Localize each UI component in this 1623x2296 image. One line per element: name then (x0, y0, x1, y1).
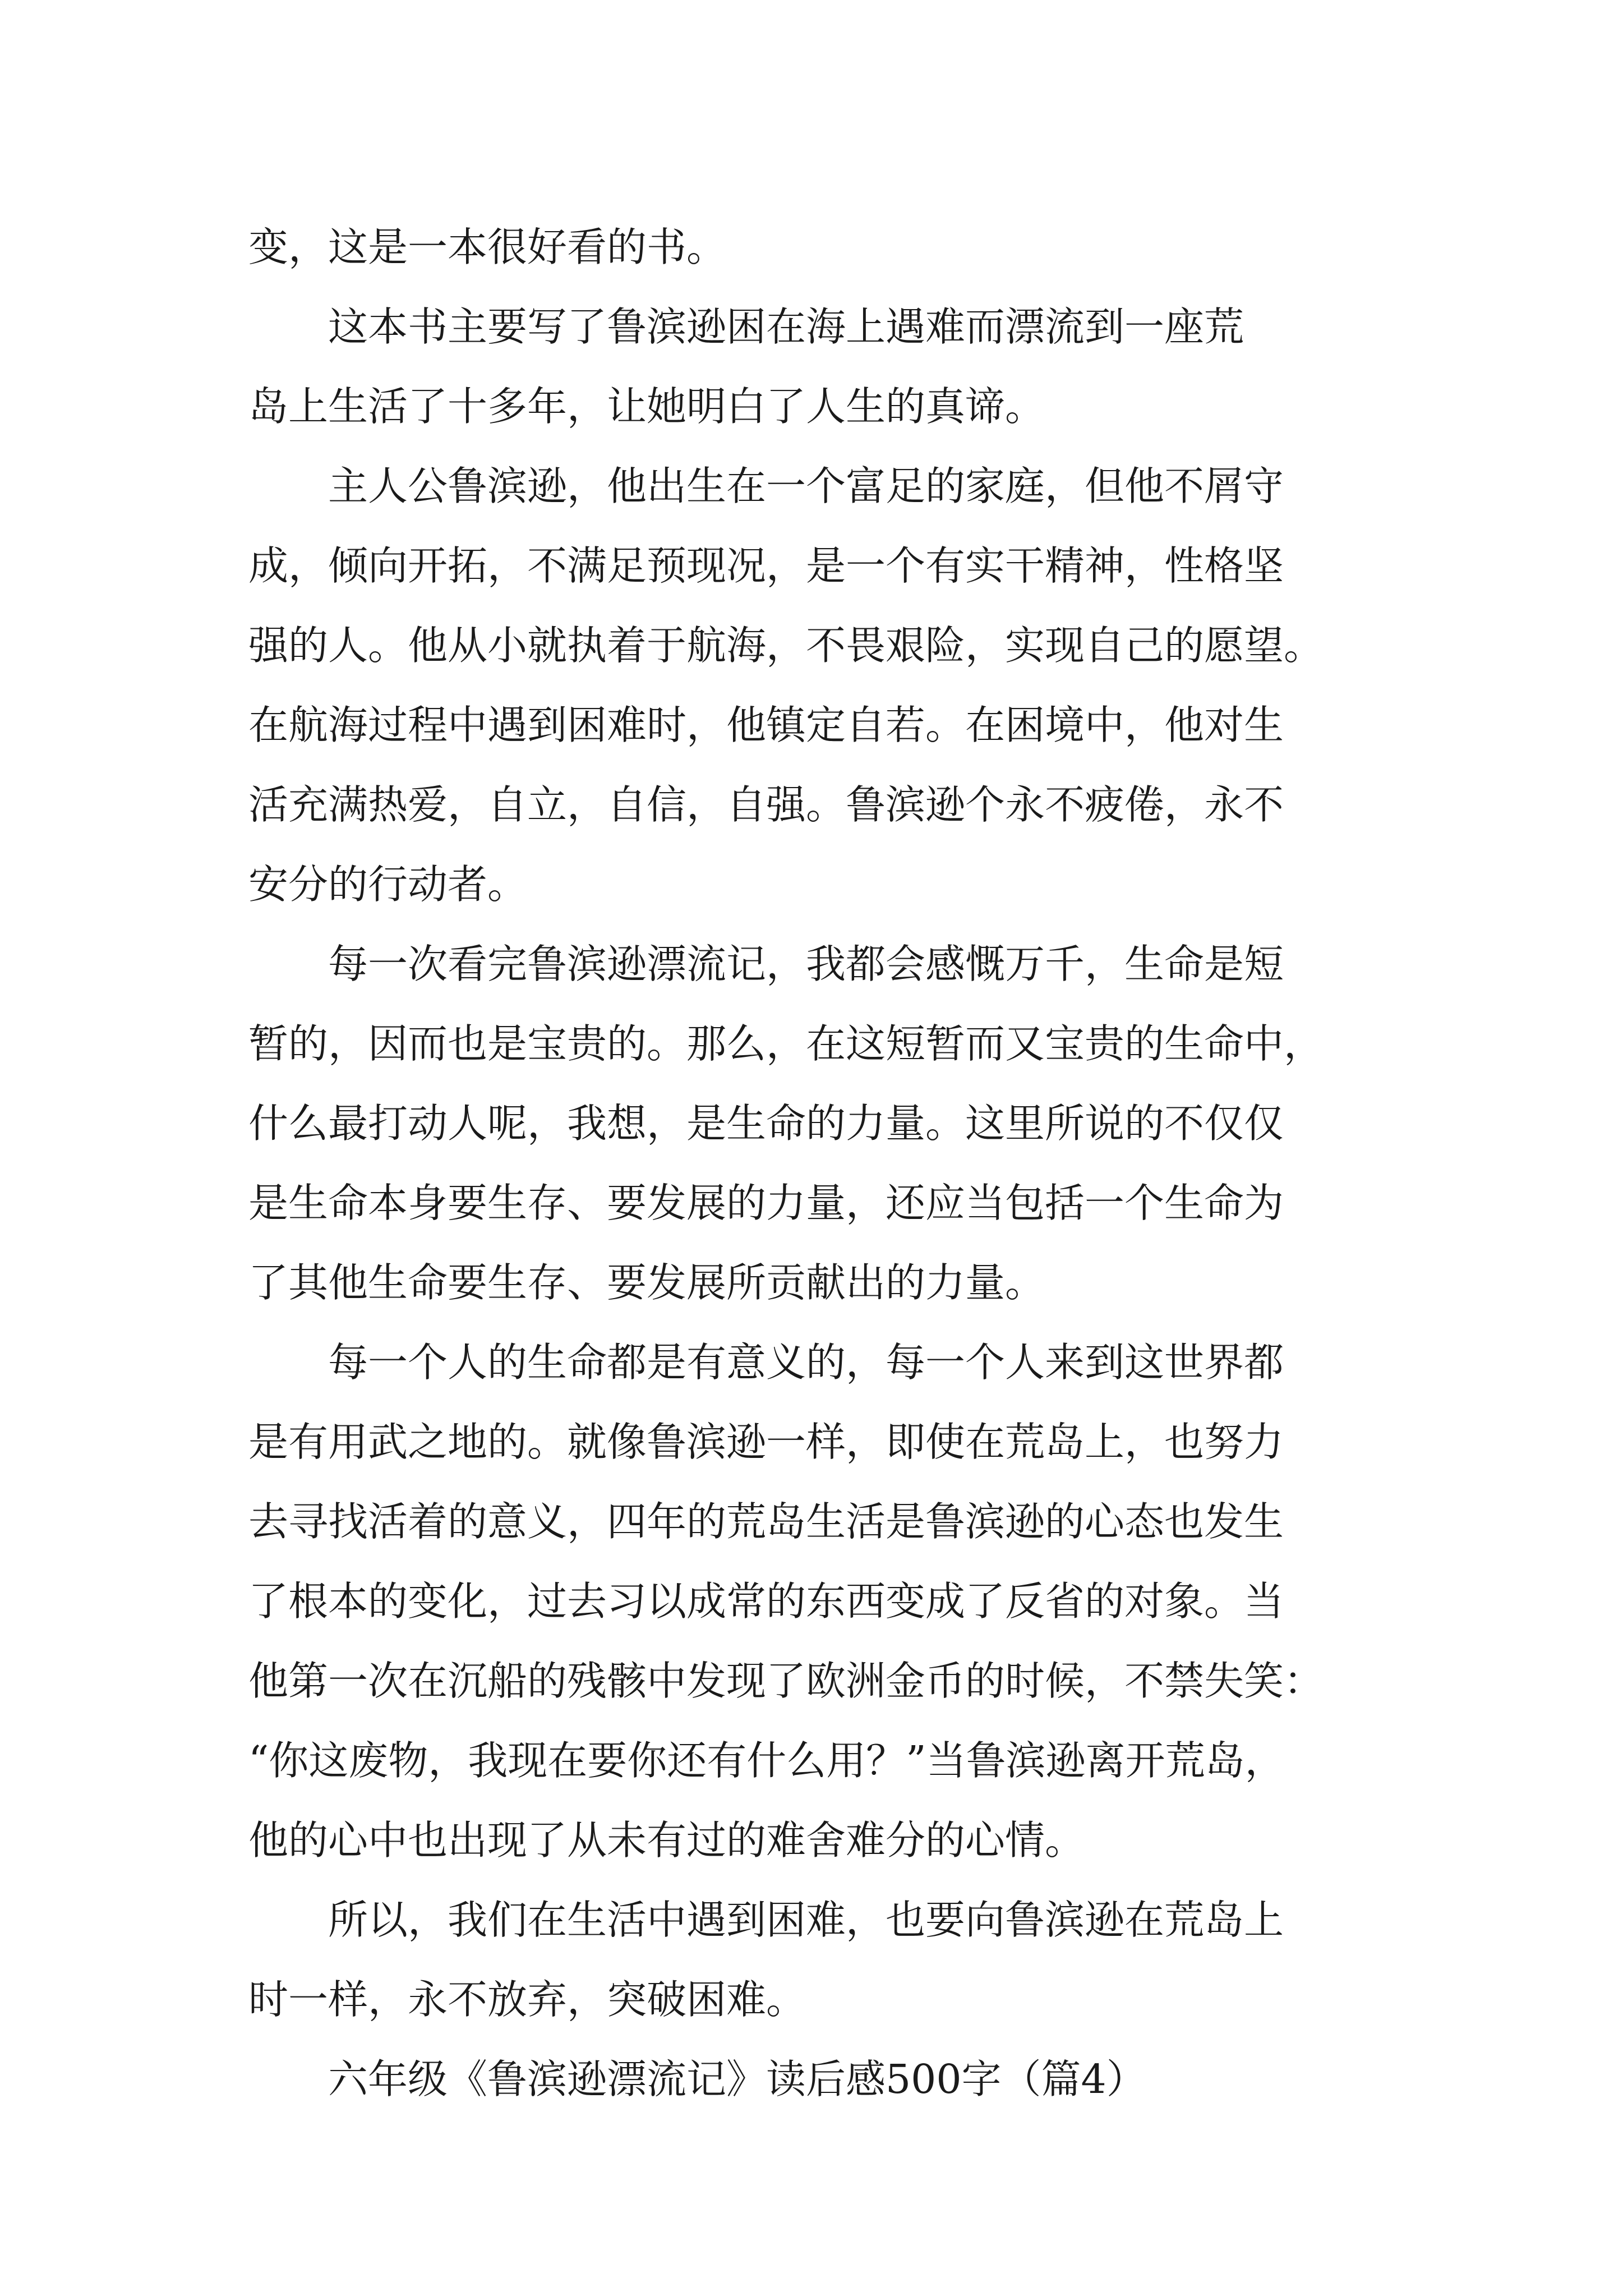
text-line: “你这废物，我现在要你还有什么用？”当鲁滨逊离开荒岛， (248, 1737, 1285, 1784)
text-line: 了其他生命要生存、要发展所贡献出的力量。 (248, 1259, 1045, 1306)
text-line: 每一个人的生命都是有意义的，每一个人来到这世界都 (328, 1339, 1284, 1386)
text-line: 什么最打动人呢，我想，是生命的力量。这里所说的不仅仅 (248, 1100, 1284, 1147)
text-line: 活充满热爱，自立，自信，自强。鲁滨逊个永不疲倦，永不 (248, 781, 1284, 828)
text-line: 岛上生活了十多年，让她明白了人生的真谛。 (248, 383, 1045, 430)
text-line: 他第一次在沉船的残骸中发现了欧洲金币的时候，不禁失笑： (248, 1658, 1324, 1704)
text-line: 他的心中也出现了从未有过的难舍难分的心情。 (248, 1817, 1085, 1864)
text-line: 暂的，因而也是宝贵的。那么，在这短暂而又宝贵的生命中， (248, 1020, 1324, 1067)
text-line: 是有用武之地的。就像鲁滨逊一样，即使在荒岛上，也努力 (248, 1419, 1284, 1465)
text-line: 每一次看完鲁滨逊漂流记，我都会感慨万千，生命是短 (328, 941, 1284, 987)
text-line: 在航海过程中遇到困难时，他镇定自若。在困境中，他对生 (248, 702, 1284, 748)
text-line: 所以，我们在生活中遇到困难，也要向鲁滨逊在荒岛上 (328, 1897, 1284, 1943)
text-line: 去寻找活着的意义，四年的荒岛生活是鲁滨逊的心态也发生 (248, 1498, 1284, 1545)
text-line: 变，这是一本很好看的书。 (248, 224, 727, 270)
text-line: 成，倾向开拓，不满足预现况，是一个有实干精神，性格坚 (248, 542, 1284, 589)
article-body (248, 208, 1376, 2119)
text-line: 安分的行动者。 (248, 861, 528, 908)
text-line: 时一样，永不放弃，突破困难。 (248, 1976, 806, 2023)
text-line: 了根本的变化，过去习以成常的东西变成了反省的对象。当 (248, 1578, 1284, 1625)
text-line: 这本书主要写了鲁滨逊困在海上遇难而漂流到一座荒 (328, 303, 1244, 350)
text-line: 强的人。他从小就执着于航海，不畏艰险，实现自己的愿望。 (248, 622, 1324, 669)
section-heading: 六年级《鲁滨逊漂流记》读后感500字（篇4） (328, 2056, 1146, 2102)
text-line: 是生命本身要生存、要发展的力量，还应当包括一个生命为 (248, 1180, 1284, 1226)
text-line: 主人公鲁滨逊，他出生在一个富足的家庭，但他不屑守 (328, 463, 1284, 509)
